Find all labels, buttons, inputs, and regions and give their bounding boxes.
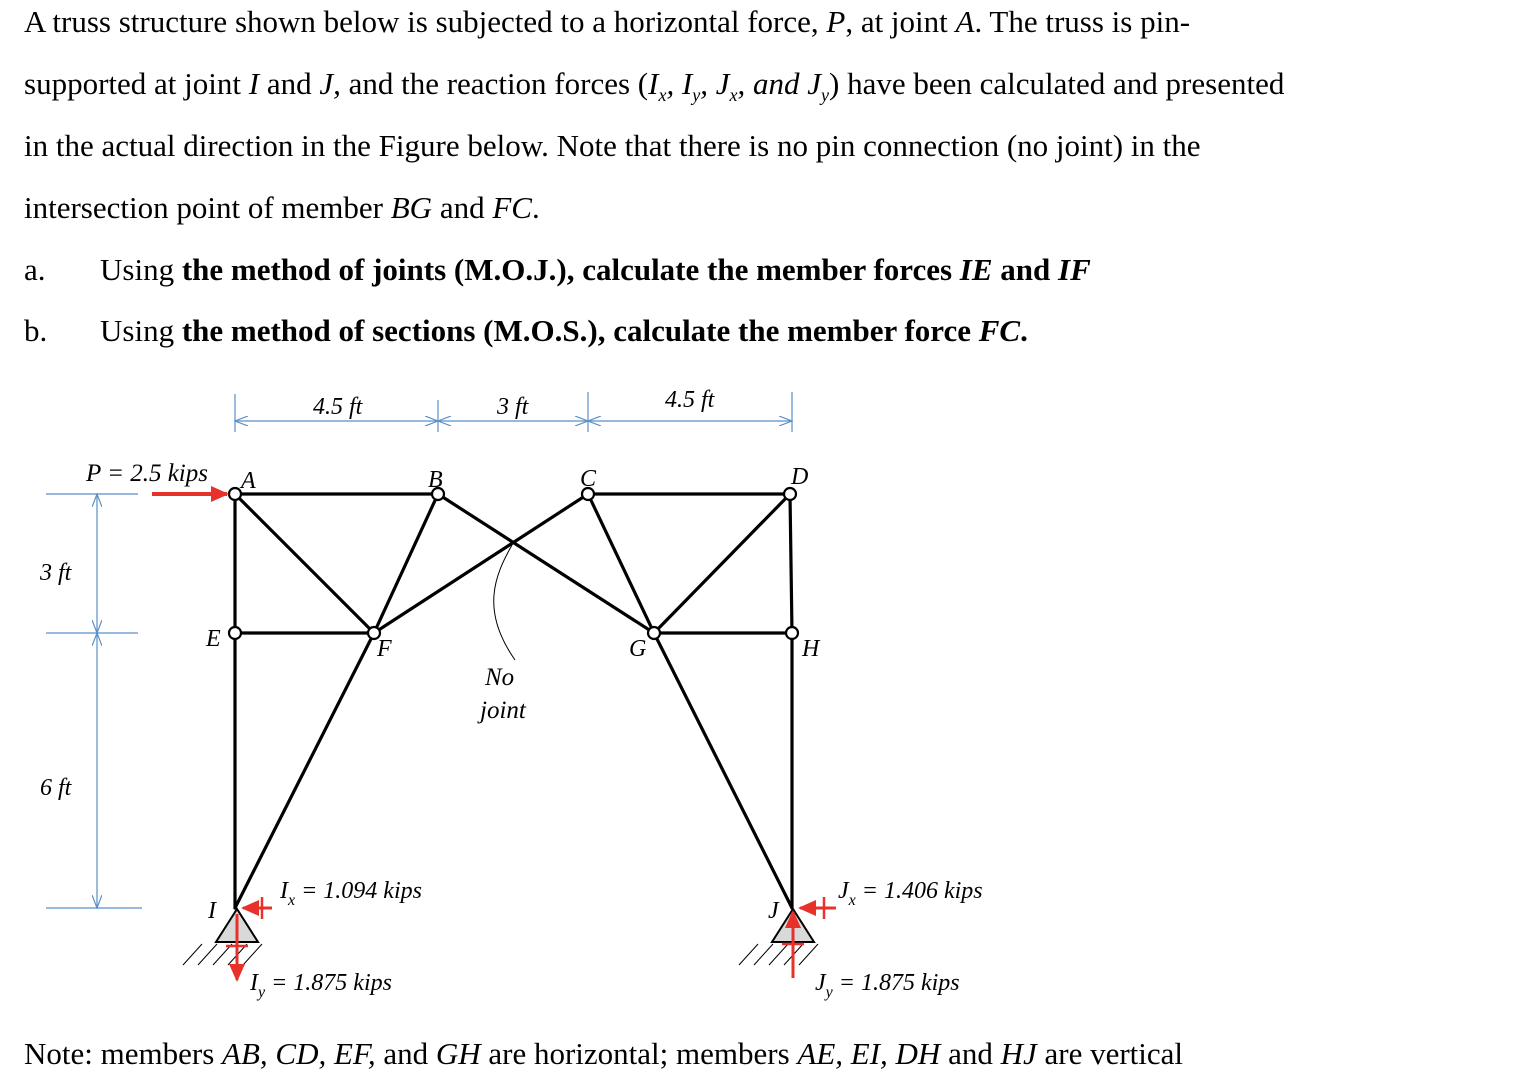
member-dh <box>790 494 792 633</box>
joint-a <box>229 488 241 500</box>
question-a-label: a. <box>24 252 46 287</box>
member-fi <box>235 633 374 908</box>
no-joint-label-2: joint <box>480 697 526 724</box>
truss-joints <box>229 488 798 639</box>
member-gj <box>654 633 792 908</box>
joint-g <box>648 627 660 639</box>
joint-label-f: F <box>377 636 392 662</box>
reaction-jx-label: $J_x = 1.406$ kips <box>838 878 983 909</box>
reaction-iy-label: $I_y = 1.875$ kips <box>250 970 392 1001</box>
statement-line-1: A truss structure shown below is subjected to a horizontal force, P, at joint A. The truss is pin- <box>24 4 1191 39</box>
statement-line-3: in the actual direction in the Figure below. Note that there is no pin connection (no joint) in the <box>24 128 1201 163</box>
question-b-label: b. <box>24 313 48 348</box>
question-b-text: Using the method of sections (M.O.S.), calculate the member force FC. <box>100 313 1028 348</box>
joint-label-i: I <box>208 898 216 924</box>
dim-label-cd: 4.5 ft <box>665 387 715 413</box>
figure-note: Note: members AB, CD, EF, and GH are horizontal; members AE, EI, DH and HJ are vertical <box>24 1036 1184 1071</box>
load-label-p: P = 2.5 kips <box>86 460 208 487</box>
dim-label-6ft: 6 ft <box>40 775 72 801</box>
reaction-jx-arrow <box>800 897 836 919</box>
joint-label-e: E <box>206 626 221 652</box>
member-af <box>235 494 374 633</box>
reaction-jy-label: $J_y = 1.875$ kips <box>815 970 960 1001</box>
joint-label-g: G <box>629 636 647 662</box>
dim-label-bc: 3 ft <box>497 394 529 420</box>
statement-line-4: intersection point of member BG and FC. <box>24 190 540 225</box>
pin-support-i <box>183 909 262 965</box>
dim-label-3ft: 3 ft <box>40 560 72 586</box>
no-joint-leader <box>494 545 515 660</box>
no-joint-label-1: No <box>485 664 515 691</box>
joint-label-h: H <box>802 636 820 662</box>
joint-label-b: B <box>428 467 443 493</box>
reaction-ix-arrow <box>243 897 272 919</box>
joint-label-j: J <box>768 898 779 924</box>
member-dg <box>654 494 790 633</box>
joint-h <box>786 627 798 639</box>
reaction-ix-label: $I_x = 1.094$ kips <box>280 878 422 909</box>
joint-label-a: A <box>241 468 256 494</box>
joint-e <box>229 627 241 639</box>
dim-label-ab: 4.5 ft <box>313 394 363 420</box>
joint-label-d: D <box>791 464 809 490</box>
question-a-text: Using the method of joints (M.O.J.), calculate the member forces IE and IF <box>100 252 1091 287</box>
statement-line-2: supported at joint I and J, and the reaction forces ($I_x$, $I_y$, $J_x$, and $J_y$) have been calculated and presented <box>24 66 1285 106</box>
vertical-dimensions <box>46 494 142 908</box>
joint-label-c: C <box>580 466 597 492</box>
